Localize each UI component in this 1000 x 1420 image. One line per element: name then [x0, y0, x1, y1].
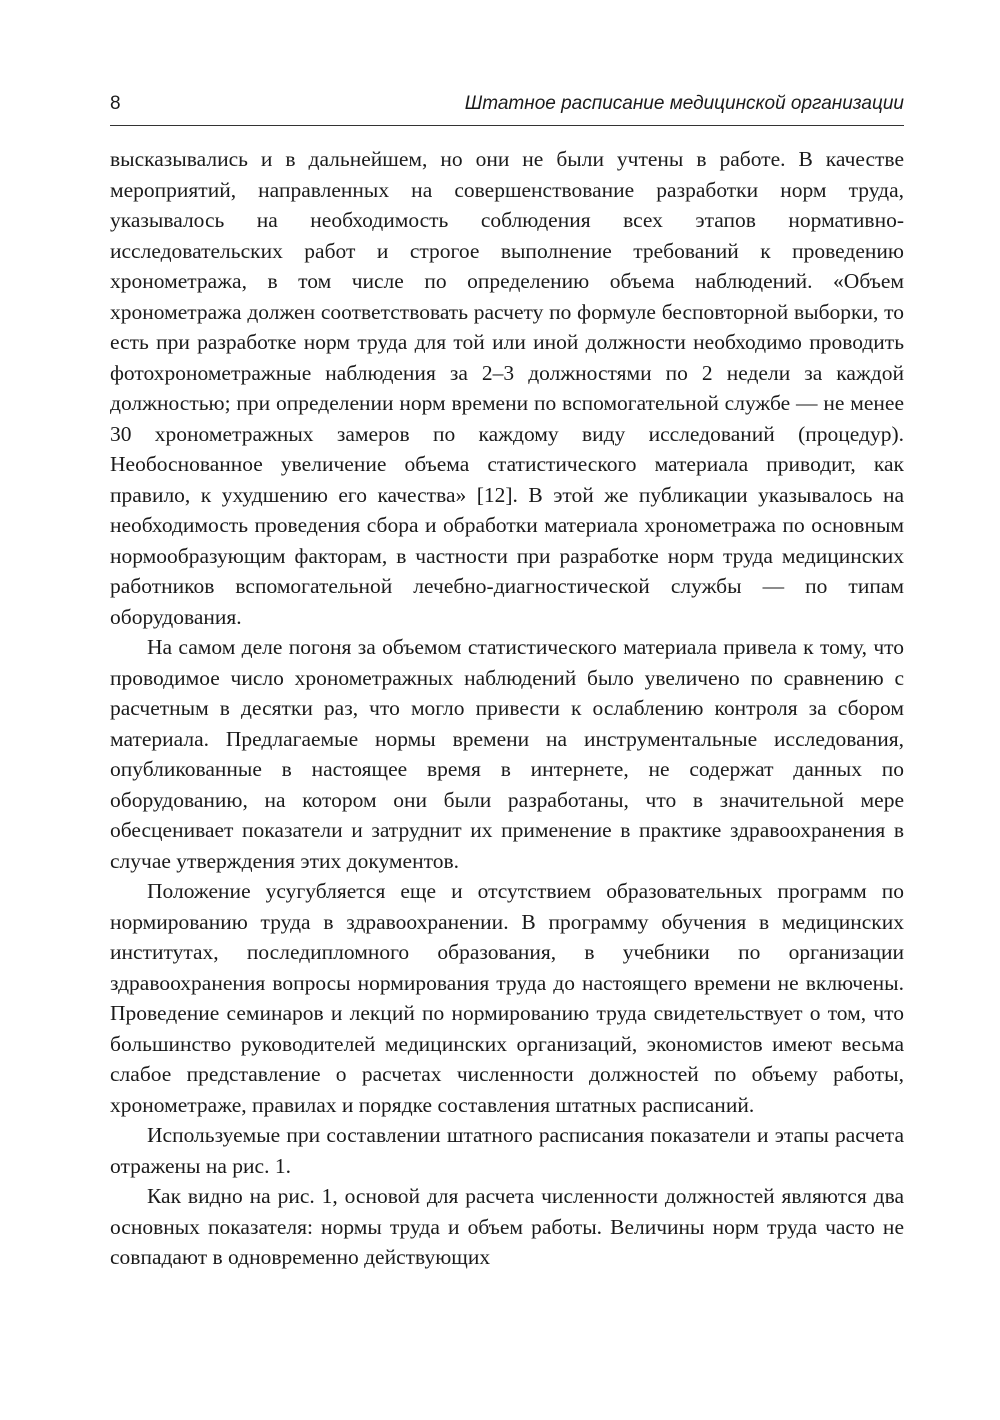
body-text: [110, 144, 904, 1273]
page-header: [110, 93, 904, 126]
running-title: Штатное расписание медицинской организации: [464, 93, 904, 114]
paragraph-5: Как видно на рис. 1, основой для расчета численности должностей являются два основных показателя: нормы труда и объем работы. Величины норм труда часто не совпадают в одновременно действующих: [110, 1184, 904, 1269]
paragraph-4: Используемые при составлении штатного расписания показатели и этапы расчета отражены на рис. 1.: [110, 1123, 904, 1178]
paragraph-2: На самом деле погоня за объемом статистического материала привела к тому, что проводимое число хронометражных наблюдений было увеличено по сравнению с расчетным в десятки раз, что могло привести к ослаблению контроля за сбором материала. Предлагаемые нормы времени на инструментальные исследования, опубликованные в настоящее время в интернете, не содержат данных по оборудованию, на котором они были разработаны, что в значительной мере обесценивает показатели и затруднит их применение в практике здравоохранения в случае утверждения этих документов.: [110, 635, 904, 873]
paragraph-3: Положение усугубляется еще и отсутствием образовательных программ по нормированию труда в здравоохранении. В программу обучения в медицинских институтах, последипломного образования, в учебники по организации здравоохранения вопросы нормирования труда до настоящего времени не включены. Проведение семинаров и лекций по нормированию труда свидетельствует о том, что большинство руководителей медицинских организаций, экономистов имеют весьма слабое представление о расчетах численности должностей по объему работы, хронометраже, правилах и порядке составления штатных расписаний.: [110, 879, 904, 1117]
page-number: 8: [110, 93, 121, 114]
paragraph-1: высказывались и в дальнейшем, но они не были учтены в работе. В качестве мероприятий, направленных на совершенствование разработки норм труда, указывалось на необходимость соблюдения всех этапов нормативно-исследовательских работ и строгое выполнение требований к проведению хронометража, в том числе по определению объема наблюдений. «Объем хронометража должен соответствовать расчету по формуле бесповторной выборки, то есть при разработке норм труда для той или иной должности необходимо проводить фотохронометражные наблюдения за 2–3 должностями по 2 недели за каждой должностью; при определении норм времени по вспомогательной службе — не менее 30 хронометражных замеров по каждому виду исследований (процедур). Необоснованное увеличение объема статистического материала приводит, как правило, к ухудшению его качества» [12]. В этой же публикации указывалось на необходимость проведения сбора и обработки материала хронометража по основным нормообразующим факторам, в частности при разработке норм труда медицинских работников вспомогательной лечебно-диагностической службы — по типам оборудования.: [110, 147, 904, 629]
